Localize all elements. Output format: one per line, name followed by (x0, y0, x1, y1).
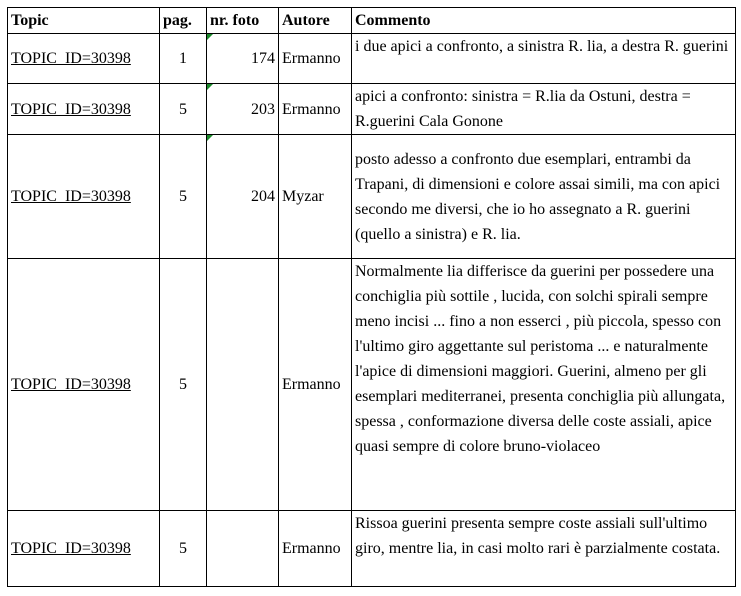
topic-cell[interactable] (8, 511, 160, 587)
autore-cell[interactable]: Ermanno (279, 34, 352, 84)
topic-link[interactable]: TOPIC_ID=30398 (11, 50, 131, 67)
topic-link[interactable]: TOPIC_ID=30398 (11, 100, 131, 118)
autore-cell[interactable]: Ermanno (279, 84, 352, 135)
commento-cell[interactable]: posto adesso a confronto due esemplari, entrambi da Trapani, di dimensioni e colore assai simili, ma con apici secondo me diversi, che io ho assegnato a R. guerini (quello a sinistra) e R. lia. (352, 135, 736, 259)
comment-marker-icon (207, 84, 213, 90)
header-pag[interactable]: pag. (160, 8, 207, 34)
data-table (7, 7, 736, 587)
topic-link[interactable]: TOPIC_ID=30398 (11, 188, 131, 205)
pag-cell[interactable]: 5 (160, 84, 207, 135)
pag-cell[interactable]: 5 (160, 135, 207, 259)
table-row (8, 34, 736, 84)
nr-foto-value: 204 (251, 188, 275, 205)
table-row (8, 511, 736, 587)
topic-link[interactable]: TOPIC_ID=30398 (11, 540, 131, 557)
commento-cell[interactable]: Normalmente lia differisce da guerini per possedere una conchiglia più sottile , lucida, con solchi spirali sempre meno incisi ... fino a non esserci , più piccola, spesso con l'ultimo giro aggettante sul peristoma ... e naturalmente l'apice di dimensioni maggiori. Guerini, almeno per gli esemplari mediterranei, presenta conchiglia più allungata, spessa , conformazione diversa delle coste assiali, apice quasi sempre di colore bruno-violaceo (352, 259, 736, 511)
topic-cell[interactable] (8, 135, 160, 259)
pag-cell[interactable]: 5 (160, 259, 207, 511)
header-row (8, 8, 736, 34)
autore-cell[interactable]: Ermanno (279, 259, 352, 511)
header-topic[interactable]: Topic (8, 8, 160, 34)
commento-cell[interactable]: i due apici a confronto, a sinistra R. lia, a destra R. guerini (352, 34, 736, 84)
autore-cell[interactable]: Myzar (279, 135, 352, 259)
topic-cell[interactable] (8, 34, 160, 84)
commento-cell[interactable]: apici a confronto: sinistra = R.lia da Ostuni, destra = R.guerini Cala Gonone (352, 84, 736, 135)
header-commento[interactable]: Commento (352, 8, 736, 34)
header-nr-foto[interactable]: nr. foto (207, 8, 279, 34)
autore-cell[interactable]: Ermanno (279, 511, 352, 587)
topic-cell[interactable] (8, 84, 160, 135)
topic-cell[interactable] (8, 259, 160, 511)
nr-foto-cell[interactable] (207, 259, 279, 511)
pag-cell[interactable]: 5 (160, 511, 207, 587)
comment-marker-icon (207, 34, 213, 40)
table-row (8, 84, 736, 135)
header-autore[interactable]: Autore (279, 8, 352, 34)
comment-marker-icon (207, 135, 213, 141)
nr-foto-value: 174 (251, 50, 275, 67)
nr-foto-cell[interactable] (207, 84, 279, 135)
topic-link[interactable]: TOPIC_ID=30398 (11, 376, 131, 393)
commento-cell[interactable]: Rissoa guerini presenta sempre coste assiali sull'ultimo giro, mentre lia, in casi molto rari è parzialmente costata. (352, 511, 736, 587)
table-row (8, 259, 736, 511)
nr-foto-cell[interactable] (207, 135, 279, 259)
nr-foto-cell[interactable] (207, 511, 279, 587)
pag-cell[interactable]: 1 (160, 34, 207, 84)
table-row (8, 135, 736, 259)
nr-foto-value: 203 (251, 100, 275, 118)
nr-foto-cell[interactable] (207, 34, 279, 84)
